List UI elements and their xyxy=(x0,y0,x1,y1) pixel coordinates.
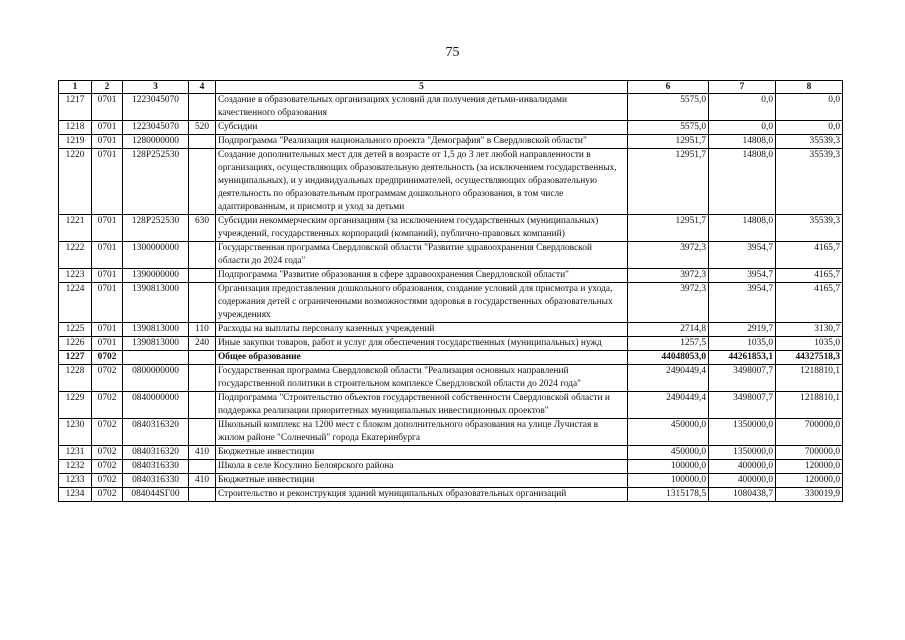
amount-year-1: 44048053,0 xyxy=(628,351,709,365)
row-number: 1234 xyxy=(59,488,92,502)
section-code: 0701 xyxy=(92,337,123,351)
amount-year-1: 450000,0 xyxy=(628,419,709,446)
amount-year-3: 330019,9 xyxy=(776,488,843,502)
expense-name: Бюджетные инвестиции xyxy=(216,474,628,488)
expense-type-code xyxy=(189,419,216,446)
amount-year-3: 700000,0 xyxy=(776,446,843,460)
table-row xyxy=(59,121,843,135)
expense-type-code xyxy=(189,351,216,365)
target-article-code: 1390813000 xyxy=(123,283,189,323)
section-code: 0701 xyxy=(92,121,123,135)
table-row xyxy=(59,488,843,502)
amount-year-2: 1080438,7 xyxy=(709,488,776,502)
amount-year-3: 4165,7 xyxy=(776,269,843,283)
amount-year-2: 0,0 xyxy=(709,94,776,121)
column-header: 4 xyxy=(189,81,216,94)
amount-year-3: 120000,0 xyxy=(776,460,843,474)
row-number: 1227 xyxy=(59,351,92,365)
amount-year-2: 2919,7 xyxy=(709,323,776,337)
row-number: 1232 xyxy=(59,460,92,474)
amount-year-1: 3972,3 xyxy=(628,242,709,269)
amount-year-2: 3498007,7 xyxy=(709,365,776,392)
column-header: 7 xyxy=(709,81,776,94)
amount-year-1: 12951,7 xyxy=(628,135,709,149)
section-code: 0701 xyxy=(92,135,123,149)
page-number: 75 xyxy=(445,45,460,60)
amount-year-3: 35539,3 xyxy=(776,149,843,215)
section-code: 0702 xyxy=(92,488,123,502)
table-row xyxy=(59,149,843,215)
expense-type-code: 630 xyxy=(189,215,216,242)
section-code: 0702 xyxy=(92,446,123,460)
amount-year-1: 1315178,5 xyxy=(628,488,709,502)
expense-name: Субсидии xyxy=(216,121,628,135)
column-header: 3 xyxy=(123,81,189,94)
row-number: 1231 xyxy=(59,446,92,460)
amount-year-2: 1350000,0 xyxy=(709,419,776,446)
expense-name: Строительство и реконструкция зданий муниципальных образовательных организаций xyxy=(216,488,628,502)
expense-type-code xyxy=(189,94,216,121)
section-code: 0701 xyxy=(92,215,123,242)
expense-type-code xyxy=(189,135,216,149)
row-number: 1225 xyxy=(59,323,92,337)
target-article-code: 1223045070 xyxy=(123,121,189,135)
table-row xyxy=(59,446,843,460)
budget-table xyxy=(58,80,843,502)
amount-year-2: 0,0 xyxy=(709,121,776,135)
table-row xyxy=(59,419,843,446)
expense-type-code xyxy=(189,269,216,283)
table-row xyxy=(59,351,843,365)
section-code: 0702 xyxy=(92,392,123,419)
amount-year-3: 0,0 xyxy=(776,121,843,135)
section-code: 0702 xyxy=(92,460,123,474)
target-article-code: 0840000000 xyxy=(123,392,189,419)
amount-year-2: 1035,0 xyxy=(709,337,776,351)
amount-year-2: 14808,0 xyxy=(709,215,776,242)
target-article-code: 1300000000 xyxy=(123,242,189,269)
section-code: 0702 xyxy=(92,419,123,446)
expense-name: Общее образование xyxy=(216,351,628,365)
expense-type-code xyxy=(189,283,216,323)
expense-name: Субсидии некоммерческим организациям (за исключением государственных (муниципальных) учреждений, государственных корпораций (компаний), публично-правовых компаний) xyxy=(216,215,628,242)
expense-name: Бюджетные инвестиции xyxy=(216,446,628,460)
column-header: 5 xyxy=(216,81,628,94)
expense-name: Подпрограмма "Реализация национального проекта "Демография" в Свердловской области" xyxy=(216,135,628,149)
row-number: 1217 xyxy=(59,94,92,121)
expense-name: Школьный комплекс на 1200 мест с блоком дополнительного образования на улице Лучистая в жилом районе "Солнечный" города Екатеринбурга xyxy=(216,419,628,446)
target-article-code: 1390813000 xyxy=(123,323,189,337)
target-article-code: 1280000000 xyxy=(123,135,189,149)
amount-year-3: 0,0 xyxy=(776,94,843,121)
amount-year-1: 1257,5 xyxy=(628,337,709,351)
amount-year-2: 3954,7 xyxy=(709,269,776,283)
expense-name: Расходы на выплаты персоналу казенных учреждений xyxy=(216,323,628,337)
amount-year-1: 12951,7 xyxy=(628,149,709,215)
row-number: 1222 xyxy=(59,242,92,269)
amount-year-3: 1218810,1 xyxy=(776,392,843,419)
target-article-code: 0840316330 xyxy=(123,474,189,488)
target-article-code: 0840316320 xyxy=(123,446,189,460)
expense-type-code: 410 xyxy=(189,446,216,460)
row-number: 1223 xyxy=(59,269,92,283)
expense-type-code xyxy=(189,488,216,502)
section-code: 0702 xyxy=(92,351,123,365)
row-number: 1221 xyxy=(59,215,92,242)
expense-name: Государственная программа Свердловской области "Реализация основных направлений государственной политики в строительном комплексе Свердловской области до 2024 года" xyxy=(216,365,628,392)
amount-year-3: 4165,7 xyxy=(776,283,843,323)
column-header: 2 xyxy=(92,81,123,94)
amount-year-3: 35539,3 xyxy=(776,215,843,242)
table-row xyxy=(59,337,843,351)
amount-year-3: 120000,0 xyxy=(776,474,843,488)
row-number: 1220 xyxy=(59,149,92,215)
target-article-code: 1223045070 xyxy=(123,94,189,121)
section-code: 0701 xyxy=(92,323,123,337)
section-code: 0701 xyxy=(92,242,123,269)
table-row xyxy=(59,242,843,269)
table-row xyxy=(59,392,843,419)
amount-year-1: 100000,0 xyxy=(628,460,709,474)
row-number: 1219 xyxy=(59,135,92,149)
amount-year-2: 14808,0 xyxy=(709,149,776,215)
amount-year-2: 3498007,7 xyxy=(709,392,776,419)
expense-name: Государственная программа Свердловской области "Развитие здравоохранения Свердловской области до 2024 года" xyxy=(216,242,628,269)
expense-type-code: 410 xyxy=(189,474,216,488)
section-code: 0701 xyxy=(92,94,123,121)
section-code: 0701 xyxy=(92,269,123,283)
target-article-code: 128P252530 xyxy=(123,215,189,242)
target-article-code: 1390000000 xyxy=(123,269,189,283)
expense-type-code xyxy=(189,460,216,474)
section-code: 0702 xyxy=(92,365,123,392)
amount-year-1: 2490449,4 xyxy=(628,365,709,392)
amount-year-3: 4165,7 xyxy=(776,242,843,269)
amount-year-2: 14808,0 xyxy=(709,135,776,149)
target-article-code: 1390813000 xyxy=(123,337,189,351)
amount-year-3: 700000,0 xyxy=(776,419,843,446)
expense-name: Школа в селе Косулино Белоярского района xyxy=(216,460,628,474)
row-number: 1224 xyxy=(59,283,92,323)
table-row xyxy=(59,474,843,488)
expense-type-code xyxy=(189,392,216,419)
amount-year-3: 35539,3 xyxy=(776,135,843,149)
target-article-code: 084044SГ00 xyxy=(123,488,189,502)
column-header: 1 xyxy=(59,81,92,94)
row-number: 1218 xyxy=(59,121,92,135)
table-row xyxy=(59,215,843,242)
expense-type-code: 520 xyxy=(189,121,216,135)
table-body xyxy=(59,94,843,502)
expense-type-code xyxy=(189,365,216,392)
section-code: 0701 xyxy=(92,149,123,215)
target-article-code xyxy=(123,351,189,365)
target-article-code: 0800000000 xyxy=(123,365,189,392)
row-number: 1228 xyxy=(59,365,92,392)
amount-year-1: 5575,0 xyxy=(628,121,709,135)
table-row xyxy=(59,323,843,337)
expense-name: Создание дополнительных мест для детей в возрасте от 1,5 до 3 лет любой направленности в организациях, осуществляющих образовательную деятельность (за исключением государственных, муниципальных), и у индивидуальных предпринимателей, осуществляющих образовательную деятельность по образовательным программам дошкольного образования, в том числе адаптированным, и присмотр и уход за детьми xyxy=(216,149,628,215)
table-header-row xyxy=(59,81,843,94)
amount-year-2: 1350000,0 xyxy=(709,446,776,460)
amount-year-1: 2714,8 xyxy=(628,323,709,337)
amount-year-3: 44327518,3 xyxy=(776,351,843,365)
amount-year-1: 3972,3 xyxy=(628,269,709,283)
amount-year-3: 1218810,1 xyxy=(776,365,843,392)
section-code: 0702 xyxy=(92,474,123,488)
amount-year-2: 44261853,1 xyxy=(709,351,776,365)
amount-year-1: 5575,0 xyxy=(628,94,709,121)
amount-year-2: 3954,7 xyxy=(709,242,776,269)
column-header: 8 xyxy=(776,81,843,94)
table-row xyxy=(59,94,843,121)
table-row xyxy=(59,365,843,392)
amount-year-3: 1035,0 xyxy=(776,337,843,351)
amount-year-1: 3972,3 xyxy=(628,283,709,323)
row-number: 1229 xyxy=(59,392,92,419)
amount-year-2: 400000,0 xyxy=(709,460,776,474)
expense-type-code: 110 xyxy=(189,323,216,337)
table-row xyxy=(59,135,843,149)
row-number: 1226 xyxy=(59,337,92,351)
expense-name: Организация предоставления дошкольного образования, создание условий для присмотра и ухода, содержания детей с ограниченными возможностями здоровья в государственных образовательных учреждениях xyxy=(216,283,628,323)
expense-name: Подпрограмма "Строительство объектов государственной собственности Свердловской области и поддержка реализации приоритетных муниципальных инвестиционных проектов" xyxy=(216,392,628,419)
amount-year-1: 2490449,4 xyxy=(628,392,709,419)
row-number: 1233 xyxy=(59,474,92,488)
table-row xyxy=(59,460,843,474)
table-row xyxy=(59,269,843,283)
expense-type-code xyxy=(189,242,216,269)
amount-year-1: 12951,7 xyxy=(628,215,709,242)
target-article-code: 128P252530 xyxy=(123,149,189,215)
section-code: 0701 xyxy=(92,283,123,323)
expense-type-code: 240 xyxy=(189,337,216,351)
amount-year-1: 100000,0 xyxy=(628,474,709,488)
expense-name: Подпрограмма "Развитие образования в сфере здравоохранения Свердловской области" xyxy=(216,269,628,283)
table-row xyxy=(59,283,843,323)
column-header: 6 xyxy=(628,81,709,94)
amount-year-2: 3954,7 xyxy=(709,283,776,323)
expense-name: Создание в образовательных организациях условий для получения детьми-инвалидами качественного образования xyxy=(216,94,628,121)
amount-year-3: 3130,7 xyxy=(776,323,843,337)
target-article-code: 0840316320 xyxy=(123,419,189,446)
amount-year-2: 400000,0 xyxy=(709,474,776,488)
amount-year-1: 450000,0 xyxy=(628,446,709,460)
expense-name: Иные закупки товаров, работ и услуг для обеспечения государственных (муниципальных) нужд xyxy=(216,337,628,351)
row-number: 1230 xyxy=(59,419,92,446)
target-article-code: 0840316330 xyxy=(123,460,189,474)
expense-type-code xyxy=(189,149,216,215)
